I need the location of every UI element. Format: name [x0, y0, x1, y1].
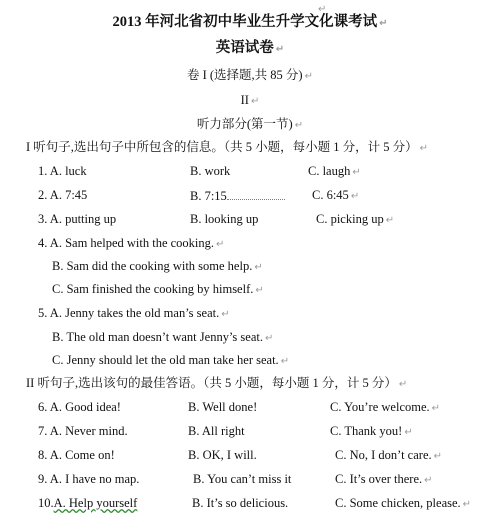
section-numeral: II ↵	[240, 93, 260, 107]
q10-option-a: 10.A. Help yourself	[38, 496, 138, 510]
q2-option-c: C. 6:45 ↵	[312, 188, 360, 202]
volume-heading: 卷 I (选择题,共 85 分) ↵	[186, 68, 313, 82]
q10-option-b: B. It’s so delicious.	[192, 496, 289, 510]
q3-option-b: B. looking up	[190, 212, 259, 226]
q4-option-a: 4. A. Sam helped with the cooking. ↵	[38, 236, 225, 250]
q8-option-b: B. OK, I will.	[188, 448, 257, 462]
exam-title: 2013 年河北省初中毕业生升学文化课考试 ↵	[112, 14, 388, 30]
section-name: 听力部分(第一节) ↵	[196, 117, 304, 131]
q4-option-c: C. Sam finished the cooking by himself. ↵	[52, 282, 264, 296]
q9-option-b: B. You can’t miss it	[193, 472, 292, 486]
q5-option-b: B. The old man doesn’t want Jenny’s seat. ↵	[52, 330, 274, 344]
q9-option-a: 9. A. I have no map.	[38, 472, 140, 486]
q1-option-a: 1. A. luck	[38, 164, 87, 178]
part1-instruction: I 听句子,选出句子中所包含的信息。（共 5 小题，每小题 1 分，计 5 分） ↵	[26, 140, 429, 154]
q7-option-a: 7. A. Never mind.	[38, 424, 128, 438]
exam-subtitle: 英语试卷 ↵	[215, 40, 285, 56]
q7-option-c: C. Thank you! ↵	[330, 424, 413, 438]
q6-option-c: C. You’re welcome. ↵	[330, 400, 441, 414]
q10-option-c: C. Some chicken, please. ↵	[335, 496, 472, 510]
q3-option-a: 3. A. putting up	[38, 212, 117, 226]
q4-option-b: B. Sam did the cooking with some help. ↵	[52, 259, 263, 273]
q9-option-c: C. It’s over there. ↵	[335, 472, 433, 486]
q6-option-a: 6. A. Good idea!	[38, 400, 121, 414]
q3-option-c: C. picking up ↵	[316, 212, 395, 226]
q1-option-c: C. laugh ↵	[308, 164, 361, 178]
q8-option-a: 8. A. Come on!	[38, 448, 115, 462]
q1-option-b: B. work	[190, 164, 231, 178]
q8-option-c: C. No, I don’t care. ↵	[335, 448, 443, 462]
q6-option-b: B. Well done!	[188, 400, 258, 414]
q2-option-a: 2. A. 7:45	[38, 188, 88, 202]
q2-option-b: B. 7:15	[190, 187, 285, 204]
q5-option-a: 5. A. Jenny takes the old man’s seat. ↵	[38, 306, 230, 320]
q5-option-c: C. Jenny should let the old man take her seat. ↵	[52, 353, 290, 367]
part2-instruction: II 听句子,选出该句的最佳答语。（共 5 小题，每小题 1 分，计 5 分） ↵	[26, 376, 408, 390]
q7-option-b: B. All right	[188, 424, 245, 438]
paragraph-mark: ↵	[318, 4, 327, 15]
